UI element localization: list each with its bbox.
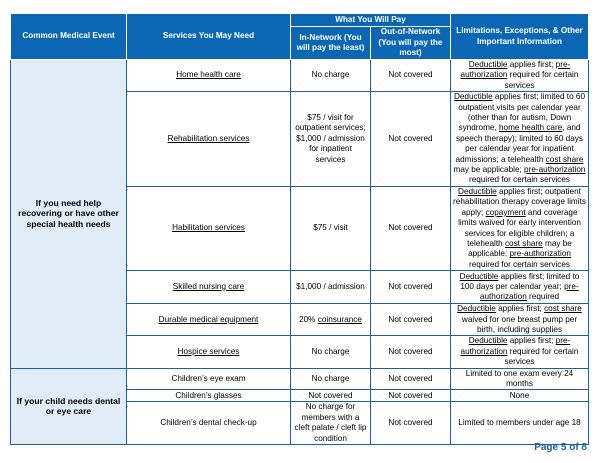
service-cell	[127, 92, 291, 187]
text-run: applies first; limited to 60 outpatient visits per calendar year (other than for autism, Down syndrome,	[458, 92, 586, 133]
service-cell	[127, 368, 291, 390]
service-link[interactable]: Durable medical equipment	[158, 314, 259, 324]
glossary-link[interactable]: pre-authorization	[460, 60, 571, 80]
text-run: , and speech therapy); limited to 60 days per calendar year for inpatient admissions; a telehealth	[455, 123, 583, 164]
text-run: applies first;	[495, 304, 545, 314]
limitations-cell	[451, 92, 589, 187]
limitations-cell	[451, 304, 589, 336]
service-cell	[127, 271, 291, 304]
service-cell	[127, 402, 291, 445]
limitations-cell	[451, 402, 589, 445]
text-run: required for certain services	[468, 175, 571, 185]
glossary-link[interactable]: Deductible	[453, 92, 493, 102]
in-network-cell: No charge for members with a cleft palate / cleft lip condition	[291, 402, 371, 445]
service-link[interactable]: Rehabilitation services	[167, 133, 250, 143]
glossary-link[interactable]: cost share	[504, 238, 543, 248]
service-link[interactable]: Skilled nursing care	[172, 281, 245, 291]
limitations-cell	[451, 60, 589, 92]
service-cell	[127, 304, 291, 336]
text-run: required for certain services	[468, 259, 571, 269]
text-run: may be applicable;	[453, 165, 525, 175]
glossary-link[interactable]: cost share	[544, 304, 582, 314]
text-run: 20%	[299, 314, 318, 324]
glossary-link[interactable]: Deductible	[459, 271, 499, 281]
header-out-network: Out-of-Network (You will pay the most)	[371, 27, 451, 60]
glossary-link[interactable]: Deductible	[458, 186, 497, 196]
limitations-cell	[451, 271, 589, 304]
limitations-cell	[451, 336, 589, 368]
in-network-cell	[291, 304, 371, 336]
text-run: applies first;	[507, 336, 556, 346]
in-network-cell: $75 / visit for outpatient services; $1,000 / admission for inpatient services	[291, 92, 371, 187]
glossary-link[interactable]: coinsurance	[317, 314, 362, 324]
glossary-link[interactable]: pre-authorization	[524, 165, 586, 175]
in-network-cell: No charge	[291, 336, 371, 368]
out-network-cell: Not covered	[371, 92, 451, 187]
text-run: required for certain services	[504, 70, 579, 90]
in-network-cell: Not covered	[291, 390, 371, 402]
limitations-cell	[451, 368, 589, 390]
out-network-cell: Not covered	[371, 336, 451, 368]
glossary-link[interactable]: Deductible	[457, 304, 496, 314]
text-run: required for certain services	[504, 346, 579, 367]
out-network-cell: Not covered	[371, 271, 451, 304]
text-run: applies first;	[507, 60, 556, 69]
event-cell: If your child needs dental or eye care	[11, 368, 127, 444]
limitations-cell	[451, 390, 589, 402]
out-network-cell: Not covered	[371, 186, 451, 270]
service-name: Children’s glasses	[175, 390, 242, 400]
out-network-cell: Not covered	[371, 368, 451, 390]
out-network-cell: Not covered	[371, 304, 451, 336]
text-run: Limited to one exam every 24 months	[465, 368, 574, 388]
service-link[interactable]: Habilitation services	[172, 223, 245, 233]
page-number: Page 5 of 8	[534, 442, 587, 453]
text-run: applies first; outpatient rehabilitation therapy coverage limits apply;	[453, 186, 586, 217]
table-row	[11, 60, 589, 92]
header-services: Services You May Need	[127, 14, 291, 60]
glossary-link[interactable]: copayment	[485, 207, 526, 217]
service-cell	[127, 336, 291, 368]
service-name: Children’s eye exam	[171, 373, 246, 383]
header-event: Common Medical Event	[11, 14, 127, 60]
text-run: required	[526, 292, 560, 302]
out-network-cell: Not covered	[371, 60, 451, 92]
header-in-network: In-Network (You will pay the least)	[291, 27, 371, 60]
text-run: may be applicable;	[468, 238, 572, 259]
glossary-link[interactable]: Deductible	[468, 60, 508, 69]
text-run: Limited to members under age 18	[458, 417, 581, 427]
in-network-cell: $1,000 / admission	[291, 271, 371, 304]
service-cell	[127, 60, 291, 92]
text-run: waived for one breast pump per birth, including supplies	[461, 314, 578, 334]
in-network-cell: $75 / visit	[291, 186, 371, 270]
service-name: Children’s dental check-up	[160, 417, 257, 427]
limitations-cell	[451, 186, 589, 270]
glossary-link[interactable]: pre-authorization	[479, 281, 579, 302]
table-body	[11, 60, 589, 445]
glossary-link[interactable]: Deductible	[468, 336, 508, 346]
header-what-you-pay: What You Will Pay	[291, 14, 451, 27]
service-link[interactable]: Home health care	[176, 70, 241, 80]
table-row	[11, 368, 589, 390]
glossary-link[interactable]: home health care	[499, 123, 563, 133]
in-network-cell: No charge	[291, 368, 371, 390]
event-cell: If you need help recovering or have other special health needs	[11, 60, 127, 369]
out-network-cell: Not covered	[371, 390, 451, 402]
glossary-link[interactable]: pre-authorization	[460, 336, 571, 356]
text-run: None	[509, 390, 530, 400]
service-link[interactable]: Hospice services	[177, 346, 240, 356]
in-network-cell: No charge	[291, 60, 371, 92]
service-cell	[127, 390, 291, 402]
coverage-table	[10, 13, 589, 445]
header-limitations: Limitations, Exceptions, & Other Important Information	[451, 14, 589, 60]
out-network-cell: Not covered	[371, 402, 451, 445]
glossary-link[interactable]: pre-authorization	[509, 249, 571, 259]
text-run: applies first; limited to 100 days per calendar year;	[460, 271, 580, 291]
text-run: and coverage limits waived for early intervention services for eligible children; a telehealth	[458, 207, 581, 248]
service-cell	[127, 186, 291, 270]
glossary-link[interactable]: cost share	[545, 154, 584, 164]
